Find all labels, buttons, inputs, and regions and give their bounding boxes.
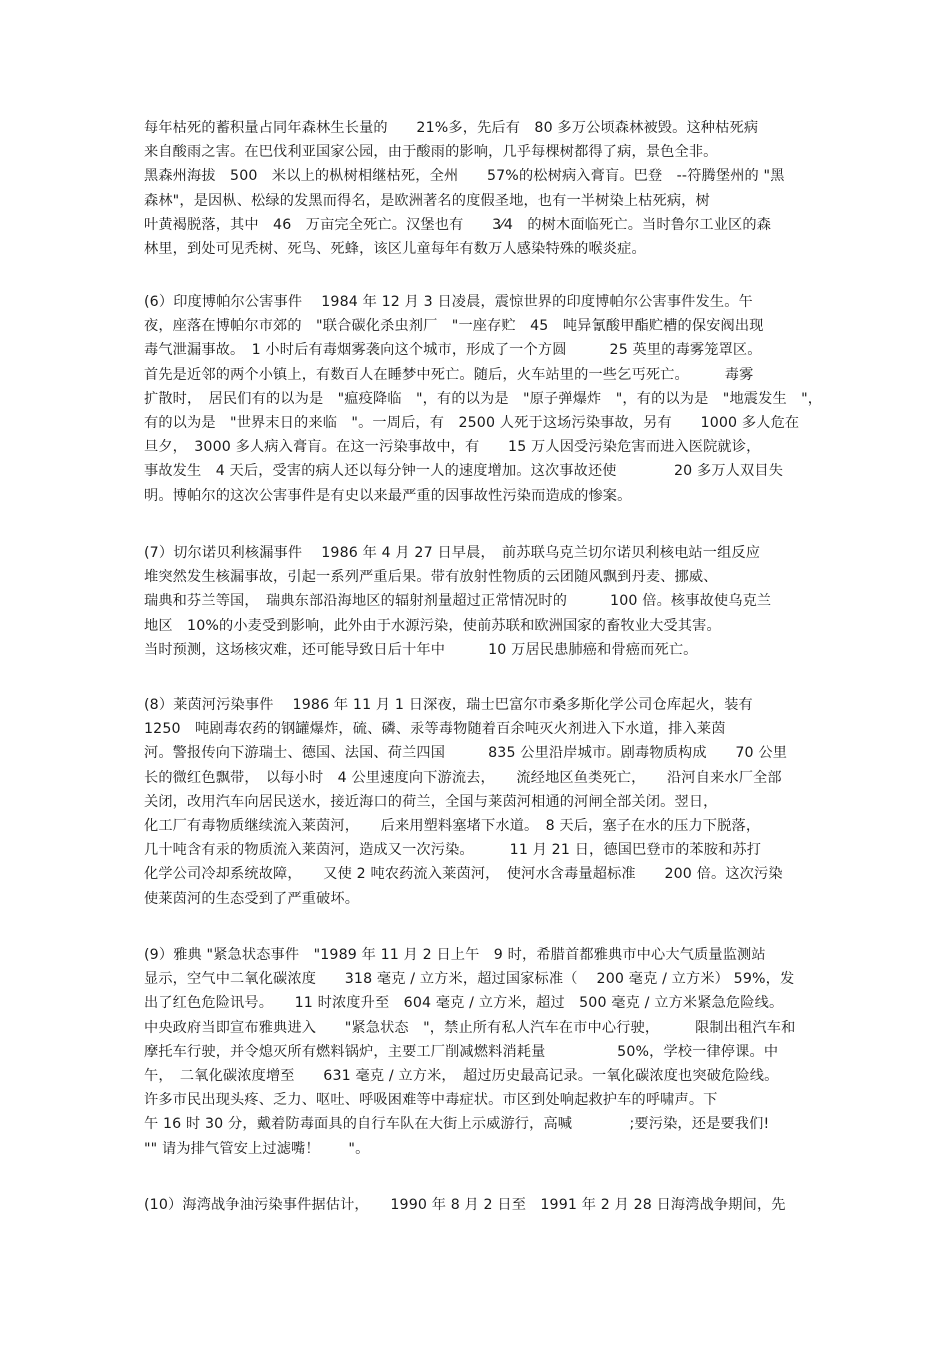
text-line: (6）印度博帕尔公害事件 1984 年 12 月 3 日凌晨，震惊世界的印度博帕尔公害事件发生。午 (144, 294, 753, 310)
text-line: 明。博帕尔的这次公害事件是有史以来最严重的因事故性污染而造成的惨案。 (144, 487, 632, 504)
text-line: 毒气泄漏事故。 1 小时后有毒烟雾袭向这个城市，形成了一个方圆 25 英里的毒雾笼罩区。 (144, 342, 762, 359)
text-line: 中央政府当即宣布雅典进入 "紧急状态 "，禁止所有私人汽车在市中心行驶， 限制出租汽车和 (144, 1019, 796, 1036)
text-line: 每年枯死的蓄积量占同年森林生长量的 21%多，先后有 80 多万公顷森林被毁。这种枯死病 (144, 120, 759, 136)
text-line: (10）海湾战争油污染事件据估计， 1990 年 8 月 2 日至 1991 年 2 月 28 日海湾战争期间，先 (144, 1197, 786, 1213)
text-line: 河。警报传向下游瑞士、德国、法国、荷兰四国 835 公里沿岸城市。剧毒物质构成 70 公里 (144, 745, 788, 762)
text-line: 林里，到处可见秃树、死鸟、死蜂，该区儿童每年有数万人感染特殊的喉炎症。 (144, 240, 646, 257)
text-line: 黑森州海拔 500 米以上的枞树相继枯死，全州 57%的松树病入膏肓。巴登 --符腾堡州的 "黑 (144, 168, 785, 185)
text-line: 许多市民出现头疼、乏力、呕吐、呼吸困难等中毒症状。市区到处响起救护车的呼啸声。下 (144, 1092, 718, 1109)
paragraph-chernobyl (144, 541, 824, 662)
text-line: "" 请为排气管安上过滤嘴！ "。 (144, 1140, 370, 1157)
text-line: 扩散时， 居民们有的以为是 "瘟疫降临 "，有的以为是 "原子弹爆炸 "，有的以为是 "地震发生 "， (144, 390, 823, 407)
paragraph-bhopal (144, 290, 824, 508)
text-line: 午 16 时 30 分，戴着防毒面具的自行车队在大街上示威游行，高喊 ;要污染，还是要我们! (144, 1116, 770, 1133)
text-line: (9）雅典 "紧急状态事件 "1989 年 11 月 2 日上午 9 时，希腊首都雅典市中心大气质量监测站 (144, 947, 766, 963)
text-line: 关闭，改用汽车向居民送水，接近海口的荷兰，全国与莱茵河相通的河闸全部关闭。翌日， (144, 793, 718, 810)
paragraph-athens (144, 943, 824, 1161)
paragraph-acid-rain (144, 116, 824, 261)
text-line: (7）切尔诺贝利核漏事件 1986 年 4 月 27 日早晨， 前苏联乌克兰切尔诺贝利核电站一组反应 (144, 545, 761, 561)
text-line: 夜，座落在博帕尔市郊的 "联合碳化杀虫剂厂 "一座存贮 45 吨异氰酸甲酯贮槽的保安阀出现 (144, 318, 764, 335)
text-line: 化工厂有毒物质继续流入莱茵河， 后来用塑料塞堵下水道。 8 天后，塞子在水的压力下脱落， (144, 817, 761, 834)
text-line: 摩托车行驶，并令熄灭所有燃料锅炉，主要工厂削减燃料消耗量 50%，学校一律停课。中 (144, 1043, 779, 1060)
text-line: 出了红色危险讯号。 11 时浓度升至 604 毫克 / 立方米，超过 500 毫克 / 立方米紧急危险线。 (144, 995, 784, 1012)
text-line: 1250 吨剧毒农药的钢罐爆炸，硫、磷、汞等毒物随着百余吨灭火剂进入下水道，排入莱茵 (144, 721, 726, 738)
text-line: 显示，空气中二氧化碳浓度 318 毫克 / 立方米，超过国家标准（ 200 毫克 / 立方米） 59%，发 (144, 971, 795, 988)
text-line: 堆突然发生核漏事故，引起一系列严重后果。带有放射性物质的云团随风飘到丹麦、挪威、 (144, 569, 718, 586)
paragraph-gulf-war (144, 1193, 824, 1217)
text-line: 地区 10%的小麦受到影响，此外由于水源污染，使前苏联和欧洲国家的畜牧业大受其害。 (144, 617, 721, 634)
text-line: 首先是近邻的两个小镇上，有数百人在睡梦中死亡。随后，火车站里的一些乞丐死亡。 毒雾 (144, 366, 754, 383)
text-line: 当时预测，这场核灾难，还可能导致日后十年中 10 万居民患肺癌和骨癌而死亡。 (144, 641, 698, 658)
text-line: 化学公司冷却系统故障， 又使 2 吨农药流入莱茵河， 使河水含毒量超标准 200 倍。这次污染 (144, 866, 783, 883)
text-line: 旦夕， 3000 多人病入膏肓。在这一污染事故中，有 15 万人因受污染危害而进入医院就诊， (144, 439, 761, 456)
paragraph-rhine (144, 693, 824, 911)
text-line: 午， 二氧化碳浓度增至 631 毫克 / 立方米， 超过历史最高记录。一氧化碳浓度也突破危险线。 (144, 1067, 779, 1084)
text-line: 使莱茵河的生态受到了严重破坏。 (144, 890, 360, 907)
text-line: 长的微红色飘带， 以每小时 4 公里速度向下游流去， 流经地区鱼类死亡， 沿河自来水厂全部 (144, 769, 782, 786)
text-line: (8）莱茵河污染事件 1986 年 11 月 1 日深夜，瑞士巴富尔市桑多斯化学公司仓库起火，装有 (144, 697, 753, 713)
text-line: 叶黄褐脱落，其中 46 万亩完全死亡。汉堡也有 3⁄4 的树木面临死亡。当时鲁尔工业区的森 (144, 216, 772, 233)
text-line: 瑞典和芬兰等国， 瑞典东部沿海地区的辐射剂量超过正常情况时的 100 倍。核事故使乌克兰 (144, 593, 772, 610)
text-line: 来自酸雨之害。在巴伐利亚国家公园，由于酸雨的影响，几乎每棵树都得了病，景色全非。 (144, 144, 718, 161)
text-line: 有的以为是 "世界末日的来临 "。一周后，有 2500 人死于这场污染事故，另有 1000 多人危在 (144, 414, 800, 431)
text-line: 事故发生 4 天后，受害的病人还以每分钟一人的速度增加。这次事故还使 20 多万人双目失 (144, 463, 784, 480)
text-line: 森林"，是因枞、松绿的发黑而得名，是欧洲著名的度假圣地，也有一半树染上枯死病，树 (144, 192, 710, 209)
text-line: 几十吨含有汞的物质流入莱茵河，造成又一次污染。 11 月 21 日，德国巴登市的苯胺和苏打 (144, 842, 762, 859)
